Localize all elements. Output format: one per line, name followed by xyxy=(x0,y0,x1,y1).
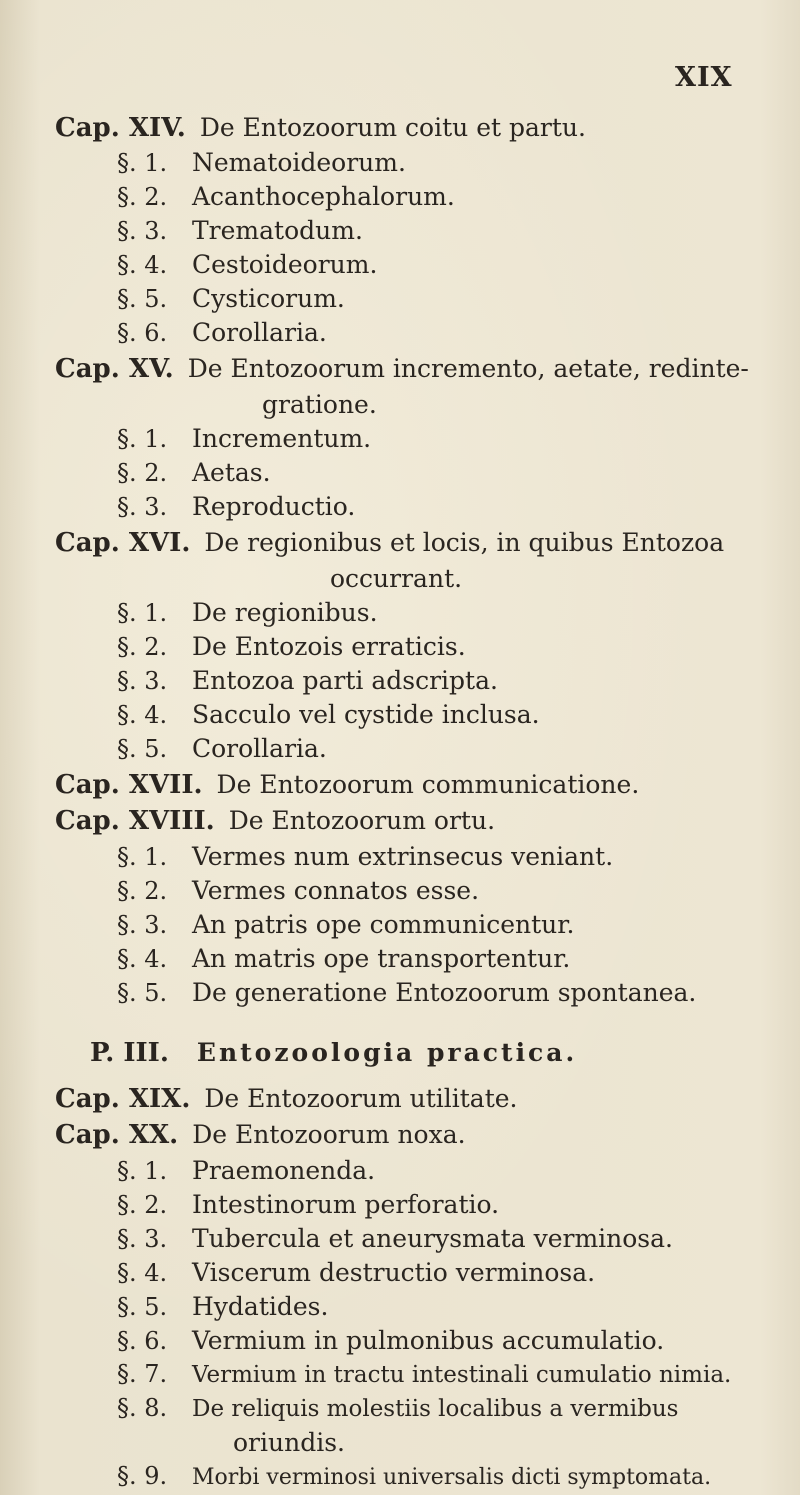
chapter-title: De Entozoorum coitu et partu. xyxy=(199,113,586,142)
chapter-entry xyxy=(55,806,495,836)
page-number: XIX xyxy=(675,62,733,93)
chapter-entry xyxy=(55,113,586,143)
section-label: §. 3. xyxy=(117,911,168,939)
section-label: §. 6. xyxy=(117,1327,168,1355)
section-label: §. 2. xyxy=(117,1191,168,1219)
chapter-label: Cap. XVI. xyxy=(55,528,191,558)
section-entry xyxy=(117,700,540,729)
section-title: Vermes connatos esse. xyxy=(192,876,480,905)
section-entry xyxy=(117,1190,499,1219)
section-label: §. 2. xyxy=(117,183,168,211)
section-entry xyxy=(117,1394,678,1422)
section-label: §. 8. xyxy=(117,1394,168,1422)
chapter-title: De Entozoorum incremento, aetate, redinte- xyxy=(187,354,749,383)
section-label: §. 9. xyxy=(117,1462,168,1490)
section-label: §. 4. xyxy=(117,945,168,973)
section-label: §. 3. xyxy=(117,217,168,245)
section-label: §. 5. xyxy=(117,285,168,313)
section-label: §. 5. xyxy=(117,979,168,1007)
section-label: §. 2. xyxy=(117,633,168,661)
chapter-label: Cap. XVIII. xyxy=(55,806,215,836)
chapter-label: Cap. XV. xyxy=(55,354,174,384)
chapter-title-continuation xyxy=(262,390,377,419)
section-label: §. 5. xyxy=(117,735,168,763)
chapter-title-cont: gratione. xyxy=(262,390,377,419)
section-entry xyxy=(117,978,696,1007)
chapter-title-cont: occurrant. xyxy=(330,564,463,593)
section-entry xyxy=(117,1326,664,1355)
section-title: Corollaria. xyxy=(192,318,327,347)
section-entry xyxy=(117,284,345,313)
section-entry xyxy=(117,1224,673,1253)
section-entry xyxy=(117,1156,375,1185)
section-title: Morbi verminosi universalis dicti symptomata. xyxy=(192,1465,712,1490)
section-title: Incrementum. xyxy=(192,424,372,453)
section-title: Aetas. xyxy=(192,458,271,487)
part-title: Entozoologia practica. xyxy=(196,1038,578,1067)
section-title: De generatione Entozoorum spontanea. xyxy=(192,978,697,1007)
chapter-label: Cap. XIX. xyxy=(55,1084,191,1114)
section-title: Vermium in pulmonibus accumulatio. xyxy=(192,1326,665,1355)
section-label: §. 1. xyxy=(117,843,168,871)
section-title-cont: oriundis. xyxy=(233,1428,345,1457)
section-title: Praemonenda. xyxy=(192,1156,376,1185)
section-label: §. 1. xyxy=(117,1157,168,1185)
chapter-entry xyxy=(55,770,639,800)
section-entry xyxy=(117,910,574,939)
section-title-continuation xyxy=(233,1428,345,1457)
chapter-title: De regionibus et locis, in quibus Entozoa xyxy=(204,528,725,557)
section-label: §. 7. xyxy=(117,1360,168,1388)
section-label: §. 2. xyxy=(117,877,168,905)
section-title: De reliquis molestiis localibus a vermibus xyxy=(192,1396,679,1422)
section-title: Tubercula et aneurysmata verminosa. xyxy=(192,1224,673,1253)
section-title: An matris ope transportentur. xyxy=(192,944,571,973)
section-title: Trematodum. xyxy=(192,216,363,245)
chapter-label: Cap. XVII. xyxy=(55,770,203,800)
section-title: Intestinorum perforatio. xyxy=(192,1190,500,1219)
section-entry xyxy=(117,666,498,695)
section-title: De regionibus. xyxy=(192,598,378,627)
section-title: Entozoa parti adscripta. xyxy=(192,666,498,695)
section-label: §. 4. xyxy=(117,251,168,279)
section-entry xyxy=(117,182,455,211)
chapter-entry xyxy=(55,1120,466,1150)
section-entry xyxy=(117,216,363,245)
section-entry xyxy=(117,492,355,521)
section-entry xyxy=(117,1258,595,1287)
section-title: Acanthocephalorum. xyxy=(192,182,455,211)
section-entry xyxy=(117,1292,328,1321)
section-entry xyxy=(117,318,327,347)
section-title: Cysticorum. xyxy=(192,284,345,313)
section-label: §. 3. xyxy=(117,667,168,695)
section-title: Sacculo vel cystide inclusa. xyxy=(192,700,540,729)
section-title: De Entozois erraticis. xyxy=(192,632,466,661)
chapter-entry xyxy=(55,354,749,384)
section-title: Viscerum destructio verminosa. xyxy=(192,1258,596,1287)
section-entry xyxy=(117,944,570,973)
section-label: §. 3. xyxy=(117,1225,168,1253)
section-label: §. 6. xyxy=(117,319,168,347)
chapter-label: Cap. XX. xyxy=(55,1120,179,1150)
section-label: §. 5. xyxy=(117,1293,168,1321)
chapter-entry xyxy=(55,1084,517,1114)
section-entry xyxy=(117,842,613,871)
chapter-label: Cap. XIV. xyxy=(55,113,186,143)
section-title: Cestoideorum. xyxy=(192,250,378,279)
section-title: Vermium in tractu intestinali cumulatio nimia. xyxy=(192,1362,732,1388)
section-entry xyxy=(117,734,327,763)
section-title: An patris ope communicentur. xyxy=(192,910,575,939)
chapter-entry xyxy=(55,528,724,558)
section-title: Hydatides. xyxy=(192,1292,329,1321)
section-entry xyxy=(117,632,466,661)
chapter-title-continuation xyxy=(330,564,462,593)
part-entry xyxy=(90,1038,577,1068)
section-entry xyxy=(117,1462,711,1490)
section-label: §. 4. xyxy=(117,1259,168,1287)
section-title: Vermes num extrinsecus veniant. xyxy=(192,842,614,871)
section-entry xyxy=(117,876,479,905)
section-label: §. 4. xyxy=(117,701,168,729)
section-entry xyxy=(117,250,377,279)
section-label: §. 3. xyxy=(117,493,168,521)
part-label: P. III. xyxy=(90,1038,169,1068)
section-entry xyxy=(117,424,371,453)
section-label: §. 2. xyxy=(117,459,168,487)
section-entry xyxy=(117,148,406,177)
section-label: §. 1. xyxy=(117,149,168,177)
section-title: Reproductio. xyxy=(192,492,356,521)
section-label: §. 1. xyxy=(117,425,168,453)
chapter-title: De Entozoorum ortu. xyxy=(228,806,496,835)
chapter-title: De Entozoorum communicatione. xyxy=(216,770,640,799)
chapter-title: De Entozoorum noxa. xyxy=(192,1120,466,1149)
section-label: §. 1. xyxy=(117,599,168,627)
chapter-title: De Entozoorum utilitate. xyxy=(204,1084,518,1113)
section-title: Nematoideorum. xyxy=(192,148,406,177)
section-entry xyxy=(117,1360,731,1388)
section-title: Corollaria. xyxy=(192,734,327,763)
section-entry xyxy=(117,598,378,627)
section-entry xyxy=(117,458,271,487)
